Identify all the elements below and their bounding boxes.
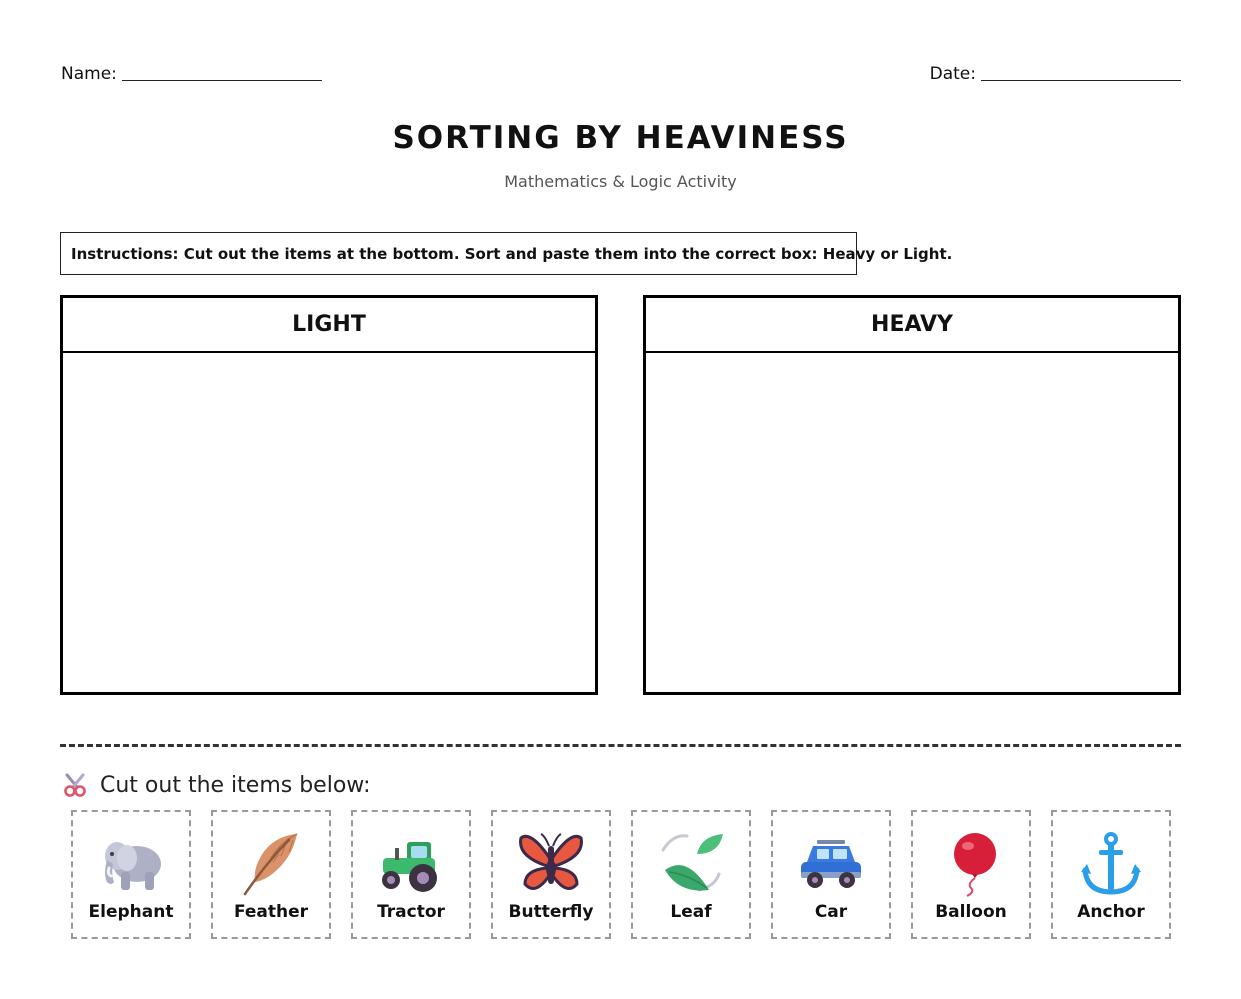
cut-card-anchor[interactable] [1051, 810, 1171, 939]
feather-icon [236, 830, 306, 898]
item-label: Leaf [670, 902, 712, 922]
anchor-icon [1076, 830, 1146, 898]
date-field[interactable] [930, 63, 1181, 85]
item-label: Tractor [377, 902, 445, 922]
cut-dashed-line [60, 744, 1181, 747]
butterfly-icon [516, 830, 586, 898]
item-label: Butterfly [508, 902, 594, 922]
worksheet-subtitle: Mathematics & Logic Activity [504, 172, 737, 191]
date-label: Date: [929, 64, 976, 84]
leaf-icon [656, 830, 726, 898]
heavy-sort-box [643, 295, 1181, 695]
cut-heading-text: Cut out the items below: [100, 772, 371, 798]
instructions-text: Instructions: Cut out the items at the bottom. Sort and paste them into the correct box: Heavy or Light. [71, 244, 953, 263]
cut-card-leaf[interactable] [631, 810, 751, 939]
tractor-icon [376, 830, 446, 898]
item-label: Elephant [88, 902, 174, 922]
name-blank-line[interactable] [122, 80, 322, 81]
cut-items-row [71, 810, 1191, 939]
cut-section-heading [62, 772, 370, 798]
item-label: Anchor [1077, 902, 1145, 922]
car-icon [796, 830, 866, 898]
instructions-box [60, 232, 953, 275]
worksheet-title: SORTING BY HEAVINESS [392, 120, 849, 156]
light-sort-box [60, 295, 598, 695]
cut-card-car[interactable] [771, 810, 891, 939]
item-label: Car [814, 902, 848, 922]
scissors-icon [62, 772, 88, 798]
cut-card-butterfly[interactable] [491, 810, 611, 939]
light-box-header: LIGHT [63, 298, 595, 353]
heavy-box-header: HEAVY [646, 298, 1178, 353]
balloon-icon [936, 830, 1006, 898]
item-label: Balloon [935, 902, 1007, 922]
date-blank-line[interactable] [981, 80, 1181, 81]
cut-card-tractor[interactable] [351, 810, 471, 939]
cut-card-elephant[interactable] [71, 810, 191, 939]
item-label: Feather [233, 902, 309, 922]
elephant-icon [96, 830, 166, 898]
name-field[interactable] [61, 63, 322, 85]
cut-card-balloon[interactable] [911, 810, 1031, 939]
name-label: Name: [61, 64, 117, 84]
cut-card-feather[interactable] [211, 810, 331, 939]
